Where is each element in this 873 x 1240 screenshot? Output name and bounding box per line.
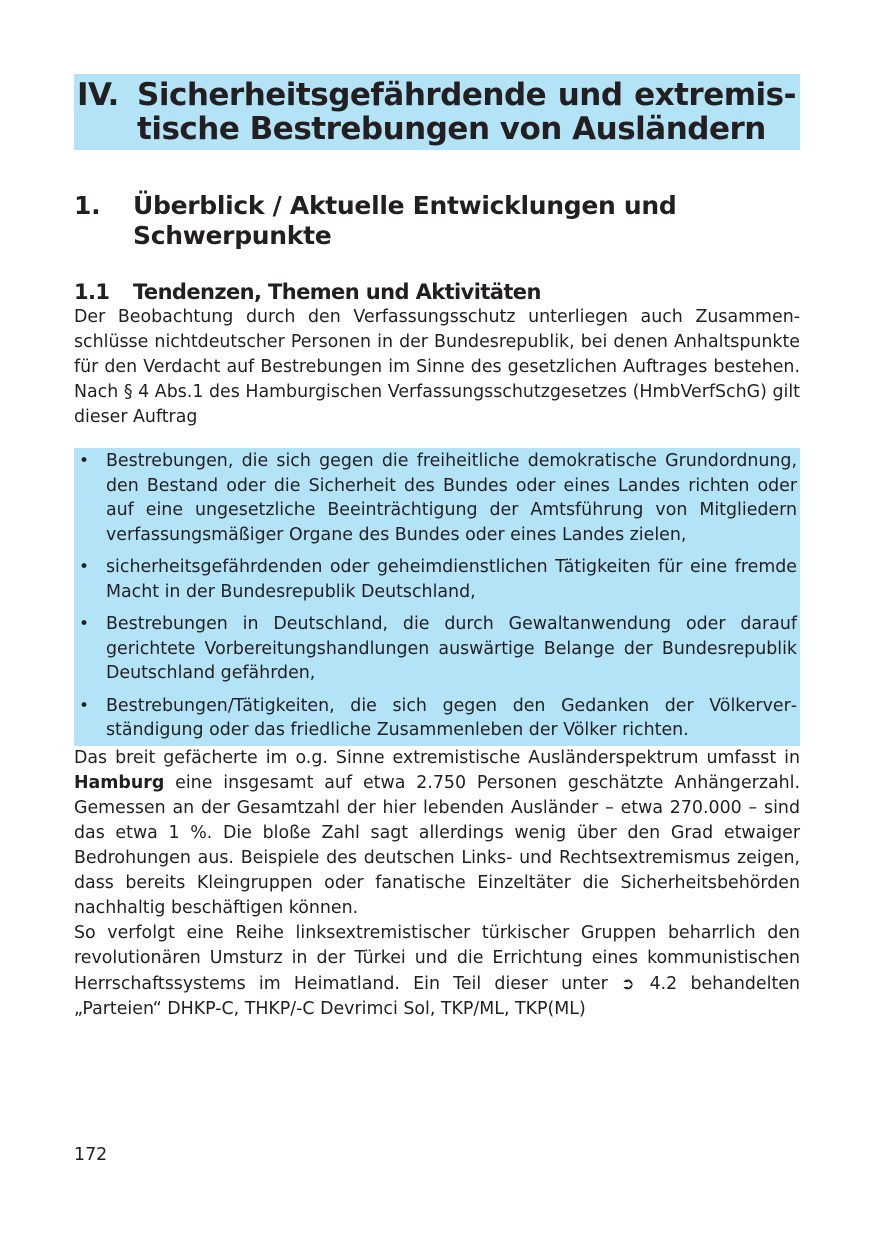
- subsection-heading: [74, 279, 800, 305]
- chapter-number: IV.: [77, 77, 119, 113]
- paragraph-turkish-groups: [74, 921, 800, 1022]
- section-title: Überblick / Aktuelle Entwicklungen und Schwerpunkte: [133, 191, 677, 250]
- paragraph-text: So verfolgt eine Reihe linksextremistischer türkischer Gruppen beharrlich den revolutionären Umsturz in der Türkei und die Errichtung eines kommunistischen Herrschaftssystems im Heimatland. Ein Teil dieser unter: [74, 922, 800, 994]
- list-item-text: sicherheitsgefährdenden oder geheimdienstlichen Tätigkeiten für eine fremde Macht in der Bundesrepublik Deutschland,: [106, 557, 797, 602]
- list-item-text: Bestrebungen in Deutschland, die durch Gewaltanwendung oder darauf gerichtete Vorbereitungshandlungen auswärtige Belange der Bundesrepublik Deutschland gefährden,: [106, 614, 797, 683]
- bullet-icon: •: [79, 557, 90, 577]
- list-item: [77, 612, 797, 686]
- subsection-title: Tendenzen, Themen und Aktivitäten: [133, 280, 541, 304]
- chapter-heading: [74, 74, 800, 150]
- section-heading: [74, 191, 800, 251]
- page-number: 172: [74, 1145, 108, 1165]
- cross-reference-arrow-icon: ➲: [620, 973, 635, 993]
- bullet-icon: •: [79, 695, 90, 716]
- list-item: [77, 555, 797, 604]
- bullet-list: [74, 448, 800, 746]
- page-content: [74, 74, 800, 1022]
- bullet-icon: •: [79, 614, 90, 634]
- paragraph-text: eine insgesamt auf etwa 2.750 Personen geschätzte Anhängerzahl. Gemessen an der Gesamtzahl der hier lebenden Ausländer – etwa 270.000 – sind das etwa 1 %. Die bloße Zahl sagt allerdings wenig über den Grad etwaiger Bedrohungen aus. Beispiele des deutschen Links- und Rechtsextremismus zeigen, dass bereits Kleingruppen oder fanatische Einzeltäter die Sicherheitsbehörden nachhaltig beschäftigen können.: [74, 772, 800, 918]
- bullet-icon: •: [79, 451, 90, 471]
- paragraph-text: Das breit gefächerte im o.g. Sinne extremistische Ausländerspektrum umfasst in: [74, 747, 800, 768]
- list-item-text: Bestrebungen, die sich gegen die freiheitliche demokratische Grundordnung, den Bestand oder die Sicherheit des Bundes oder eines Landes richten oder auf eine ungesetzliche Beeinträchtigung der Amtsführung von Mitgliedern verfassungsmäßiger Organe des Bundes oder eines Landes zielen,: [106, 451, 797, 545]
- chapter-title: [137, 78, 796, 146]
- subsection-number: 1.1: [74, 280, 110, 304]
- bold-term-hamburg: Hamburg: [74, 772, 165, 793]
- paragraph-hamburg: [74, 746, 800, 921]
- list-item: [77, 694, 797, 743]
- list-item-text: Bestrebungen/Tätigkeiten, die sich gegen den Gedanken der Völkerverständigung oder das friedliche Zusammenleben der Völker richten.: [106, 695, 797, 740]
- chapter-title-line-2: tische Bestrebungen von Ausländern: [137, 111, 766, 147]
- section-number: 1.: [74, 191, 101, 220]
- intro-paragraph: Der Beobachtung durch den Verfassungsschutz unterliegen auch Zusammenschlüsse nichtdeutscher Personen in der Bundesrepublik, bei denen Anhaltspunkte für den Verdacht auf Bestrebungen im Sinne des gesetzlichen Auftrages bestehen. Nach § 4 Abs.1 des Hamburgischen Verfassungsschutzgesetzes (HmbVerfSchG) gilt dieser Auftrag: [74, 307, 800, 427]
- list-item: [77, 449, 797, 547]
- paragraph-text: 4.2 behandelten „Parteien“ DHKP-C, THKP/-C Devrimci Sol, TKP/ML, TKP(ML): [74, 973, 800, 1019]
- chapter-title-line-1: Sicherheitsgefährdende und extremis-: [137, 77, 796, 113]
